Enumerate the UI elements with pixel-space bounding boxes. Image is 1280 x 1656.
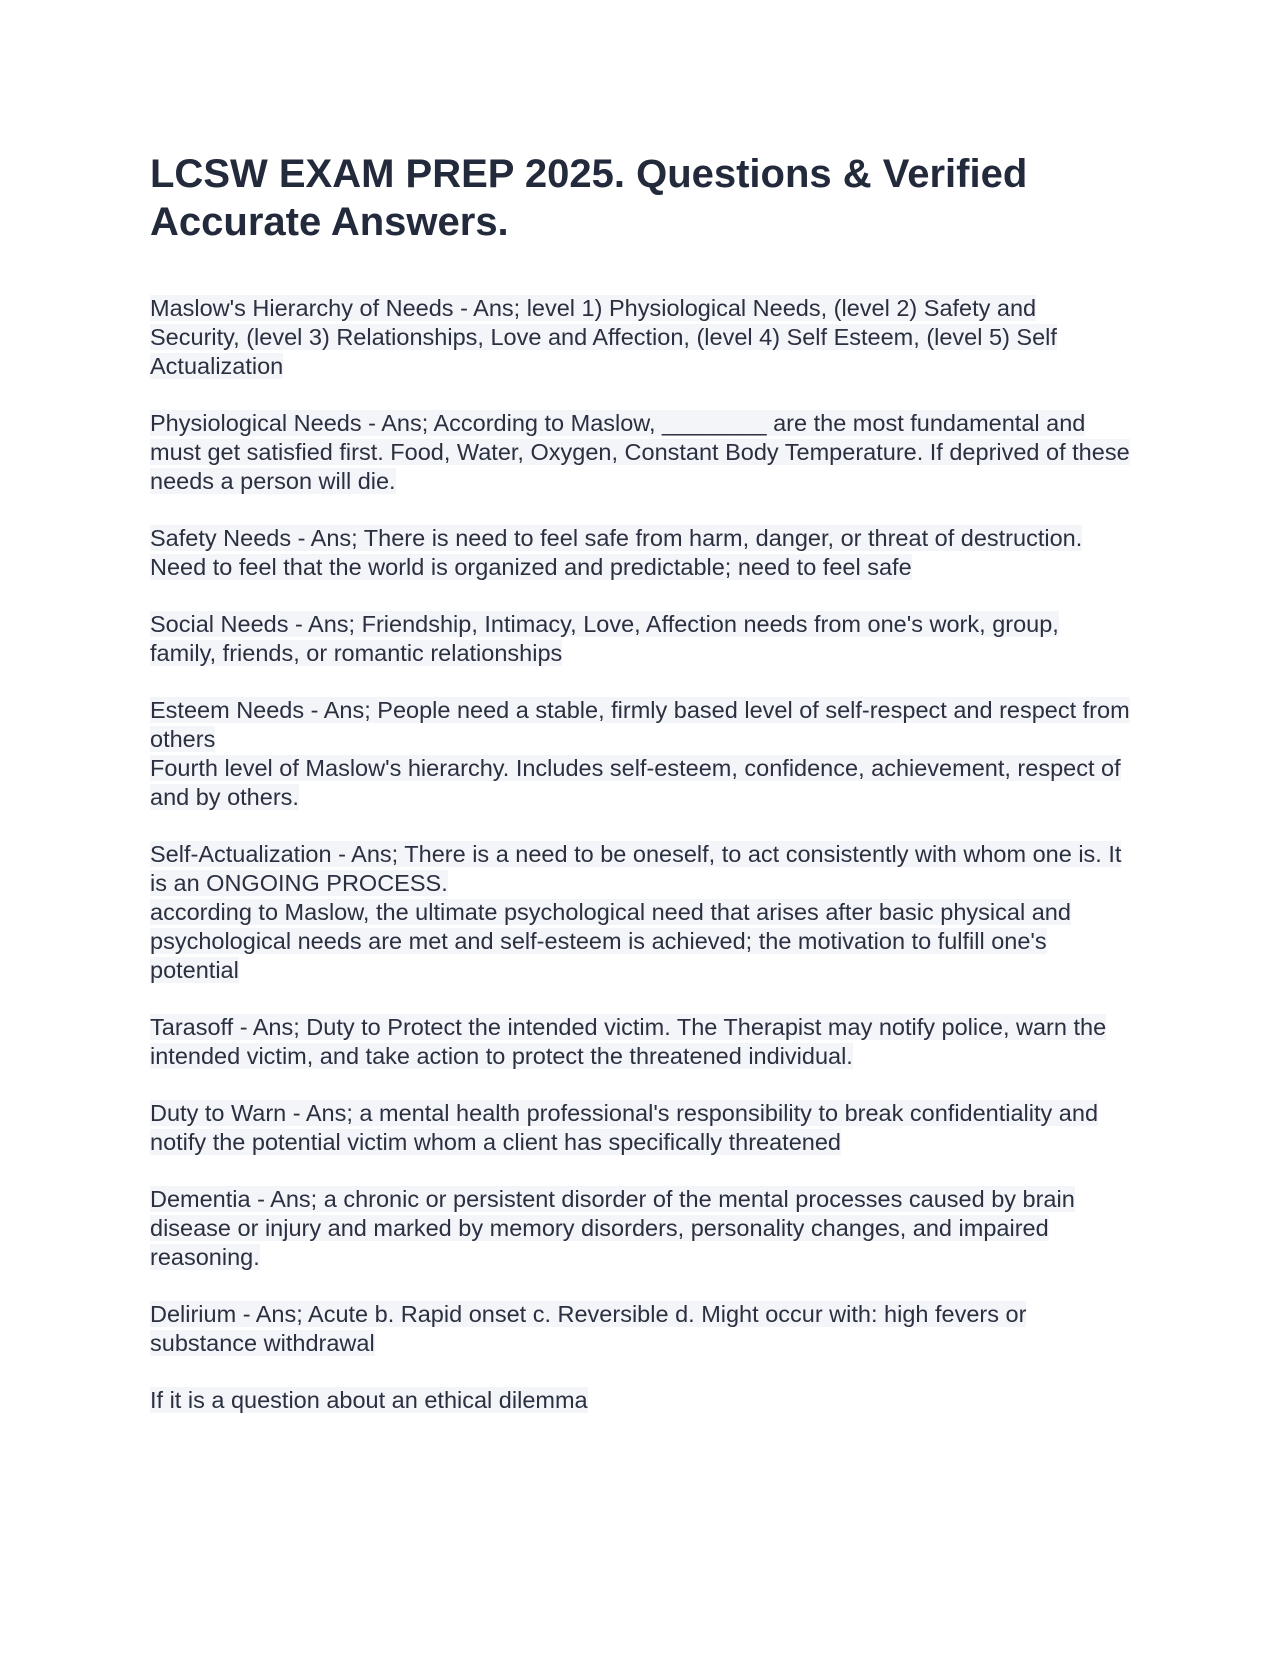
qa-text-continued: Need to feel that the world is organized and predictable; need to feel safe	[150, 554, 912, 580]
qa-text-continued: according to Maslow, the ultimate psychological need that arises after basic physical and psychological needs are met and self-esteem is achieved; the motivation to fulfill one's potential	[150, 899, 1071, 983]
qa-text: Esteem Needs - Ans; People need a stable, firmly based level of self-respect and respect from others	[150, 697, 1130, 752]
qa-text: Delirium - Ans; Acute b. Rapid onset c. Reversible d. Might occur with: high fevers or substance withdrawal	[150, 1301, 1027, 1356]
qa-entry	[150, 1300, 1130, 1358]
qa-entry	[150, 1099, 1130, 1157]
qa-entry	[150, 1185, 1130, 1272]
qa-text: Maslow's Hierarchy of Needs - Ans; level 1) Physiological Needs, (level 2) Safety and Security, (level 3) Relationships, Love and Affection, (level 4) Self Esteem, (level 5) Self Actualization	[150, 295, 1057, 379]
qa-text: Social Needs - Ans; Friendship, Intimacy, Love, Affection needs from one's work, group, family, friends, or romantic relationships	[150, 611, 1059, 666]
qa-entry	[150, 409, 1130, 496]
qa-text-continued: Fourth level of Maslow's hierarchy. Includes self-esteem, confidence, achievement, respect of and by others.	[150, 755, 1121, 810]
document-title: LCSW EXAM PREP 2025. Questions & Verified Accurate Answers.	[150, 152, 1028, 244]
document-page	[150, 150, 1130, 1443]
qa-entry	[150, 294, 1130, 381]
qa-text: Physiological Needs - Ans; According to Maslow, ________ are the most fundamental and must get satisfied first. Food, Water, Oxygen, Constant Body Temperature. If deprived of these needs a person will die.	[150, 410, 1130, 494]
qa-text: Tarasoff - Ans; Duty to Protect the intended victim. The Therapist may notify police, warn the intended victim, and take action to protect the threatened individual.	[150, 1014, 1107, 1069]
qa-entry	[150, 610, 1130, 668]
qa-entry	[150, 696, 1130, 812]
qa-text: Duty to Warn - Ans; a mental health professional's responsibility to break confidentiality and notify the potential victim whom a client has specifically threatened	[150, 1100, 1099, 1155]
qa-text: Self-Actualization - Ans; There is a need to be oneself, to act consistently with whom one is. It is an ONGOING PROCESS.	[150, 841, 1122, 896]
qa-entry	[150, 1386, 1130, 1415]
qa-entry	[150, 1013, 1130, 1071]
qa-entry	[150, 840, 1130, 985]
qa-entry	[150, 524, 1130, 582]
qa-text: Safety Needs - Ans; There is need to feel safe from harm, danger, or threat of destruction.	[150, 525, 1083, 551]
qa-text: If it is a question about an ethical dilemma	[150, 1387, 588, 1413]
qa-text: Dementia - Ans; a chronic or persistent disorder of the mental processes caused by brain disease or injury and marked by memory disorders, personality changes, and impaired reasoning.	[150, 1186, 1075, 1270]
